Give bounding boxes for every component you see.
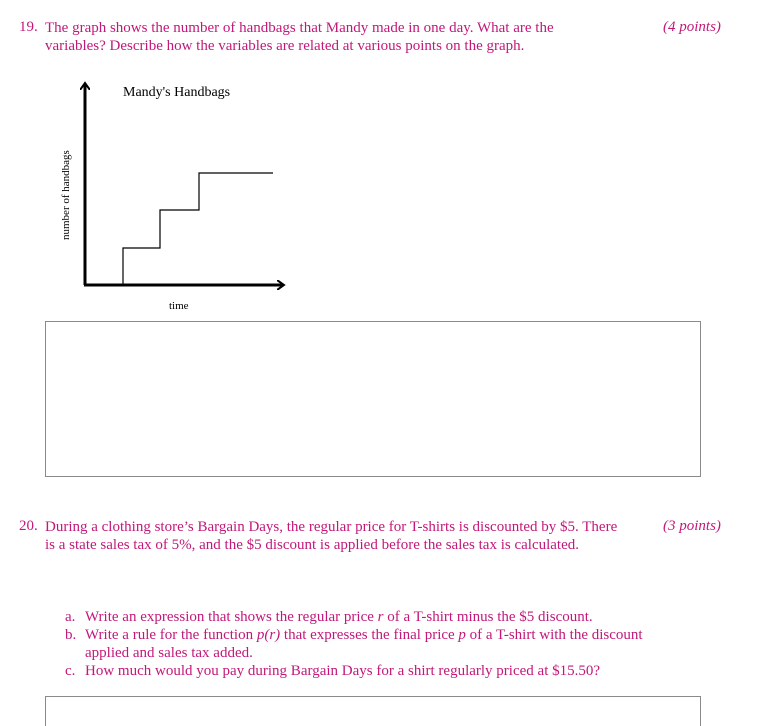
part-c-text: How much would you pay during Bargain Days for a shirt regularly priced at $15.50? (85, 663, 601, 679)
handbags-graph (55, 78, 295, 318)
question-19-text: The graph shows the number of handbags that Mandy made in one day. What are the variables? Describe how the variables are related at various points on the graph. (45, 20, 554, 54)
answer-box-20[interactable] (45, 696, 701, 726)
question-20-parts (65, 608, 665, 680)
answer-box-19[interactable] (45, 321, 701, 477)
question-19-points: (4 points) (663, 19, 721, 35)
part-a-letter: a. (65, 609, 76, 625)
part-b-letter: b. (65, 627, 77, 643)
part-b (65, 626, 665, 662)
part-a-text: Write an expression that shows the regular price r of a T-shirt minus the $5 discount. (85, 609, 593, 625)
y-axis-label: number of handbags (60, 150, 72, 240)
question-20-text: During a clothing store’s Bargain Days, the regular price for T-shirts is discounted by $5. There is a state sales tax of 5%, and the $5 discount is applied before the sales tax is calculated. (45, 519, 618, 553)
x-axis-label: time (169, 300, 189, 312)
part-c-letter: c. (65, 663, 76, 679)
chart-title: Mandy's Handbags (123, 85, 231, 100)
question-20-number: 20. (19, 518, 38, 534)
part-c (65, 662, 665, 680)
part-a (65, 608, 665, 626)
question-20-points: (3 points) (663, 518, 721, 534)
question-19-number: 19. (19, 19, 38, 35)
part-b-text: Write a rule for the function p(r) that expresses the final price p of a T-shirt with the discount applied and sales tax added. (85, 627, 643, 661)
step-line (123, 173, 273, 285)
